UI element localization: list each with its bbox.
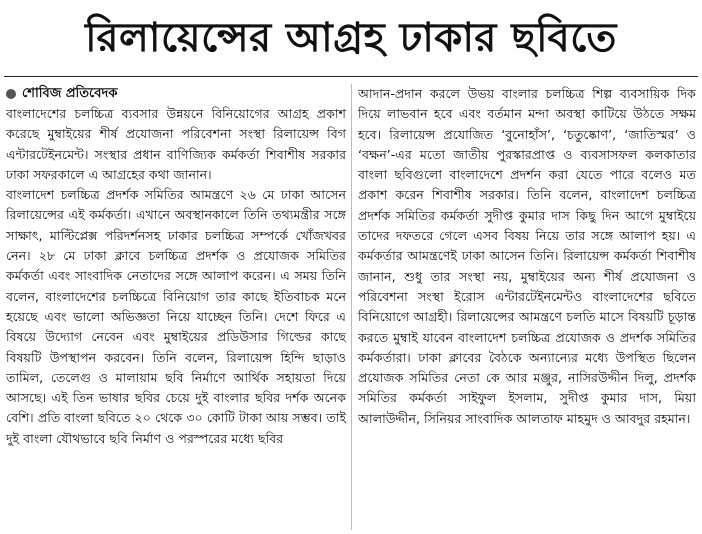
- column-divider: [351, 84, 352, 530]
- headline: রিলায়েন্সের আগ্রহ ঢাকার ছবিতে: [85, 15, 617, 61]
- article-column-right: [358, 84, 696, 429]
- headline-rule: [4, 76, 698, 77]
- byline-text: শোবিজ প্রতিবেদক: [22, 86, 118, 101]
- bullet-icon: [6, 89, 16, 99]
- paragraph: বাংলাদেশ চলচ্চিত্র প্রদর্শক সমিতির আমন্ত্রণে ২৬ মে ঢাকা আসেন রিলায়েন্সের এই কর্মকর্তা। এখানে অবস্থানকালে তিনি তথ্যমন্ত্রীর সঙ্গে সাক্ষাৎ, মাল্টিপ্লেক্স পরিদর্শনসহ ঢাকার চলচ্চিত্র সম্পর্কে খোঁজখবর নেন। ২৮ মে ঢাকা ক্লাবে চলচ্চিত্র প্রদর্শক ও প্রযোজক সমিতির কর্মকর্তা এবং সাংবাদিক নেতাদের সঙ্গে আলাপ করেন। এ সময় তিনি বলেন, বাংলাদেশের চলচ্চিত্রে বিনিয়োগ তার কাছে ইতিবাচক মনে হয়েছে এবং ভালো অভিজ্ঞতা নিয়ে যাচ্ছেন তিনি। দেশে ফিরে এ বিষয়ে উদ্যোগ নেবেন এবং মুম্বাইয়ের প্রডিউসার গিল্ডের কাছে বিষয়টি উপস্থাপন করবেন। তিনি বলেন, রিলায়েন্স হিন্দি ছাড়াও তামিল, তেলেগু ও মালায়াম ছবি নির্মাণে আর্থিক সহায়তা দিয়ে আসছে। এই তিন ভাষার ছবির চেয়ে দুই বাংলার ছবির দর্শক অনেক বেশি। প্রতি বাংলা ছবিতে ২০ থেকে ৩০ কোটি টাকা আয় সম্ভব। তাই দুই বাংলা যৌথভাবে ছবি নির্মাণ ও পরস্পরের মধ্যে ছবির: [6, 187, 346, 446]
- article-column-left: [6, 84, 346, 449]
- paragraph: আদান-প্রদান করলে উভয় বাংলার চলচ্চিত্র শিল্প ব্যবসায়িক দিক দিয়ে লাভবান হবে এবং বর্তমান মন্দা অবস্থা কাটিয়ে উঠতে সক্ষম হবে। রিলায়েন্স প্রযোজিত ‘বুনোহাঁস’, ‘চতুষ্কোণ’, ‘জাতিস্মর’ ও ‘বক্ষন’-এর মতো জাতীয় পুরস্কারপ্রাপ্ত ও ব্যবসাসফল কলকাতার বাংলা ছবিগুলো বাংলাদেশে প্রদর্শন করা যেতে পারে বলেও মত প্রকাশ করেন শিবাশীষ সরকার। তিনি বলেন, বাংলাদেশ চলচ্চিত্র প্রদর্শক সমিতির কর্মকর্তা সুদীপ্ত কুমার দাস কিছু দিন আগে মুম্বাইয়ে তাদের দফতরে গেলে এসব বিষয় নিয়ে তার সঙ্গে আলাপ হয়। এ কর্মকর্তার আমন্ত্রণেই ঢাকা আসেন তিনি। রিলায়েন্স কর্মকর্তা শিবাশীষ জানান, শুধু তার সংস্থা নয়, মুম্বাইয়ের অন্য শীর্ষ প্রযোজনা ও পরিবেশনা সংস্থা ইরোস এন্টারটেইনমেন্টও বাংলাদেশের ছবিতে বিনিয়োগে আগ্রহী। রিলায়েন্সের আমন্ত্রণে চলতি মাসে বিষয়টি চূড়ান্ত করতে মুম্বাই যাবেন বাংলাদেশ চলচ্চিত্র প্রযোজক ও প্রদর্শক সমিতির কর্মকর্তারা। ঢাকা ক্লাবের বৈঠকে অন্যান্যের মধ্যে উপস্থিত ছিলেন প্রযোজক সমিতির নেতা কে আর মঞ্জুর, নাসিরউদ্দীন দিলু, প্রদর্শক সমিতির কর্মকর্তা সাইফুল ইসলাম, সুদীপ্ত কুমার দাস, মিয়া আলাউদ্দীন, সিনিয়র সাংবাদিক আলতাফ মাহমুদ ও আবদুর রহমান।: [358, 86, 696, 426]
- paragraph: বাংলাদেশের চলচ্চিত্র ব্যবসার উন্নয়নে বিনিয়োগের আগ্রহ প্রকাশ করেছে মুম্বাইয়ের শীর্ষ প্রযোজনা পরিবেশনা সংস্থা রিলায়েন্স বিগ এন্টারটেইনমেন্ট। সংস্থার প্রধান বাণিজ্যিক কর্মকর্তা শিবাশীষ সরকার ঢাকা সফরকালে এ আগ্রহের কথা জানান।: [6, 106, 346, 182]
- byline: [6, 84, 346, 104]
- headline-container: [0, 0, 702, 76]
